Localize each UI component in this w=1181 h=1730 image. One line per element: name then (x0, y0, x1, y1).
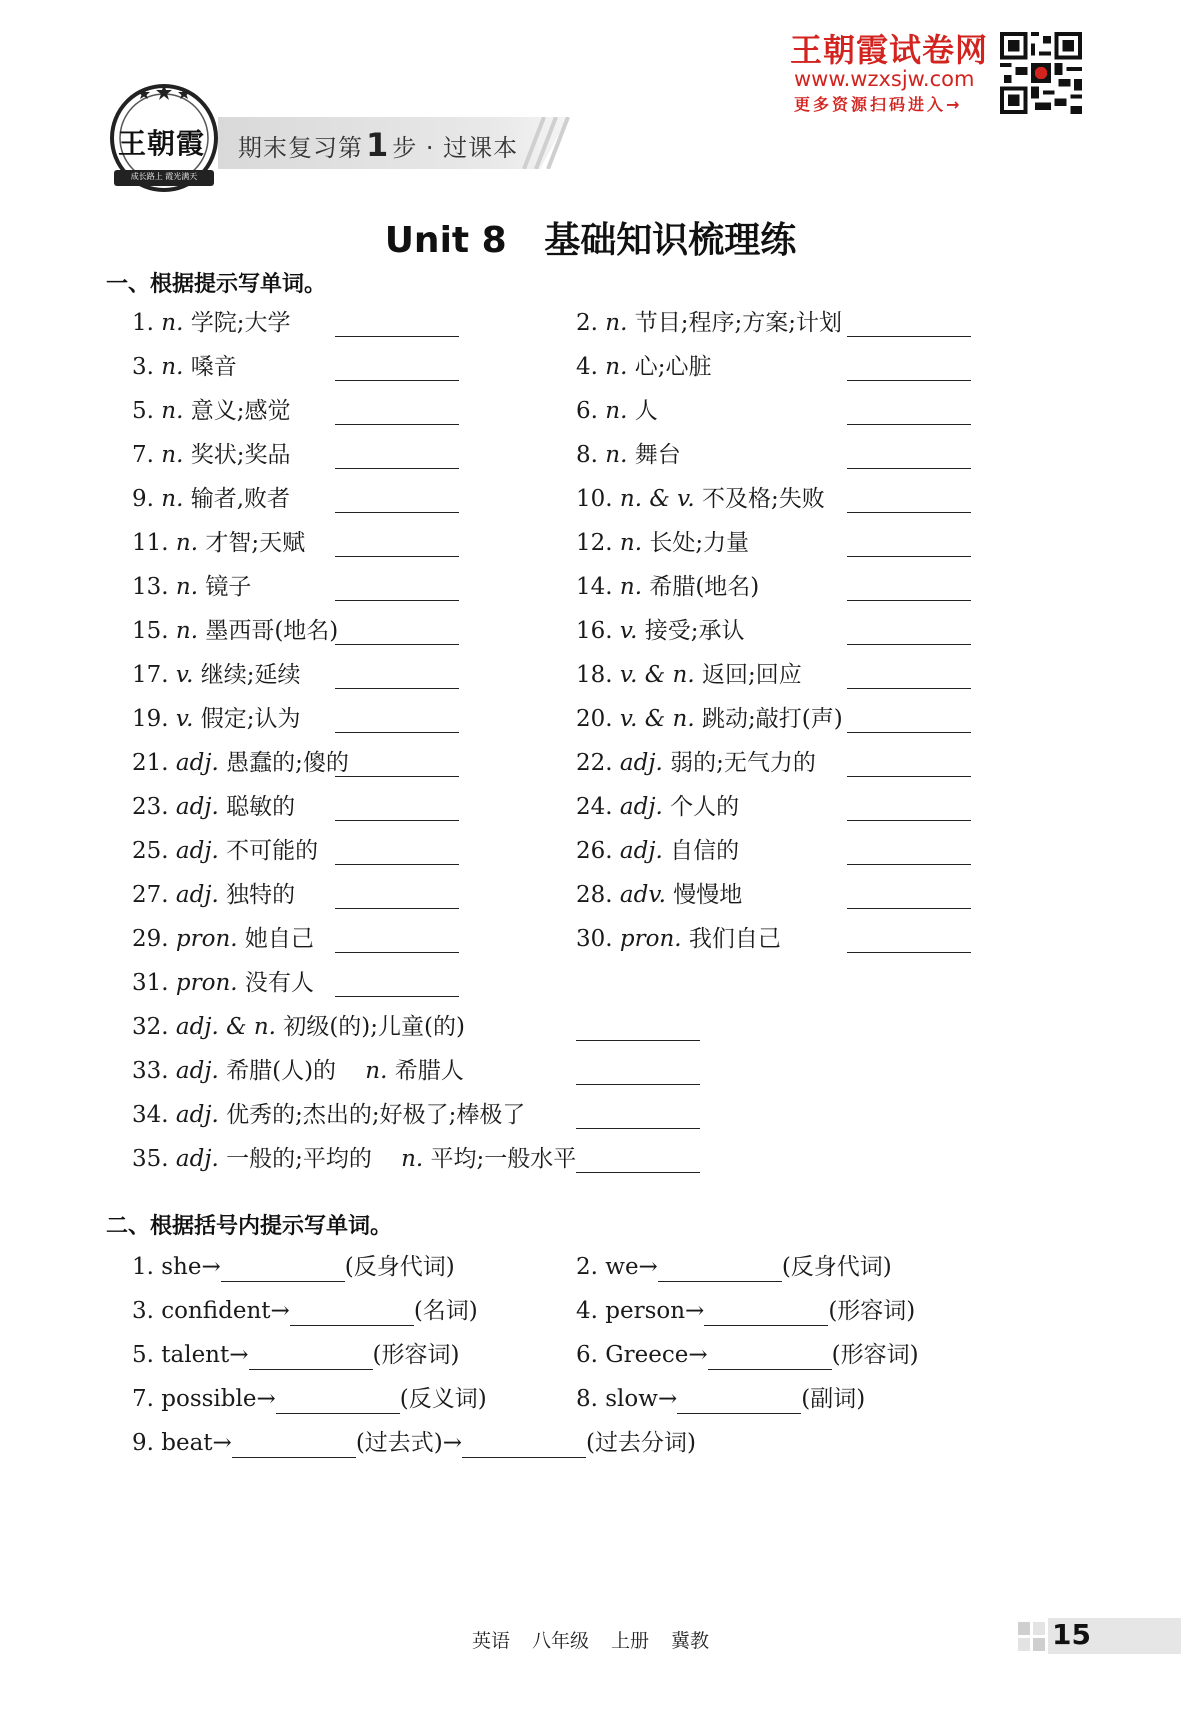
vocab-item-34 (132, 1100, 525, 1130)
item-number: 16. (576, 618, 613, 644)
page-corner-squares (1018, 1622, 1046, 1652)
answer-blank[interactable] (847, 354, 971, 381)
word-form-item-1 (132, 1252, 455, 1282)
item-hint: (反义词) (399, 1386, 487, 1412)
item-hint: 希腊(地名) (649, 574, 760, 600)
vocab-item-13 (132, 572, 251, 602)
item-pos: adj. (175, 838, 219, 864)
banner-stripes (510, 117, 580, 169)
vocab-item-7 (132, 440, 290, 470)
item-number: 14. (576, 574, 613, 600)
vocab-item-18 (576, 660, 802, 690)
item-number: 17. (132, 662, 169, 688)
item-hint: 心;心脏 (634, 354, 712, 380)
item-hint: 长处;力量 (649, 530, 750, 556)
answer-blank[interactable] (576, 1102, 700, 1129)
banner-prefix: 期末复习第 (238, 134, 363, 162)
item-hint: (形容词) (831, 1342, 919, 1368)
answer-blank[interactable] (290, 1299, 414, 1326)
item-hint: 才智;天赋 (205, 530, 306, 556)
vocab-item-31 (132, 968, 314, 998)
item-hint: 跳动;敲打(声) (702, 706, 843, 732)
item-number: 34. (132, 1102, 169, 1128)
vocab-item-15 (132, 616, 338, 646)
word-form-item-9 (132, 1428, 696, 1458)
answer-blank[interactable] (658, 1255, 782, 1282)
answer-blank[interactable] (335, 750, 459, 777)
answer-blank[interactable] (335, 882, 459, 909)
item-pos: adj. (175, 882, 219, 908)
item-number: 2. (576, 310, 598, 336)
qr-code-icon[interactable] (1000, 32, 1082, 114)
item-number: 22. (576, 750, 613, 776)
vocab-item-3 (132, 352, 237, 382)
item-hint: 接受;承认 (644, 618, 745, 644)
answer-blank[interactable] (847, 750, 971, 777)
item-pos: n. (365, 1058, 388, 1084)
brand-scan-prompt: 更多资源扫码进入→ (794, 95, 963, 114)
item-number: 32. (132, 1014, 169, 1040)
vocab-item-17 (132, 660, 301, 690)
item-number: 15. (132, 618, 169, 644)
vocab-item-24 (576, 792, 739, 822)
vocab-item-11 (132, 528, 305, 558)
item-number: 5. (132, 398, 154, 424)
item-number: 12. (576, 530, 613, 556)
word-form-item-2 (576, 1252, 892, 1282)
item-hint: 希腊(人)的 (226, 1058, 337, 1084)
item-hint: 初级(的);儿童(的) (283, 1014, 465, 1040)
vocab-item-16 (576, 616, 745, 646)
answer-blank[interactable] (335, 970, 459, 997)
item-number: 28. (576, 882, 613, 908)
item-pos: n. (605, 398, 628, 424)
answer-blank[interactable] (708, 1343, 832, 1370)
item-pos: pron. (175, 970, 238, 996)
item-hint: 不及格;失败 (702, 486, 825, 512)
vocab-item-22 (576, 748, 816, 778)
word-form-item-8 (576, 1384, 865, 1414)
item-number: 19. (132, 706, 169, 732)
item-hint: 希腊人 (394, 1058, 464, 1084)
word-form-item-4 (576, 1296, 915, 1326)
answer-blank[interactable] (576, 1146, 700, 1173)
vocab-item-33 (132, 1056, 464, 1086)
item-pos: adj. (175, 794, 219, 820)
item-pos: pron. (175, 926, 238, 952)
answer-blank[interactable] (847, 838, 971, 865)
item-number: 10. (576, 486, 613, 512)
vocab-item-10 (576, 484, 825, 514)
item-prompt: 6. Greece→ (576, 1342, 708, 1368)
vocab-item-29 (132, 924, 314, 954)
item-hint: 我们自己 (688, 926, 781, 952)
item-hint: 没有人 (244, 970, 314, 996)
answer-blank[interactable] (847, 926, 971, 953)
item-number: 23. (132, 794, 169, 820)
answer-blank[interactable] (462, 1431, 586, 1458)
answer-blank[interactable] (232, 1431, 356, 1458)
item-number: 20. (576, 706, 613, 732)
answer-blank[interactable] (335, 486, 459, 513)
answer-blank[interactable] (847, 398, 971, 425)
item-number: 1. (132, 310, 154, 336)
vocab-item-1 (132, 308, 290, 338)
vocab-item-35 (132, 1144, 576, 1174)
answer-blank[interactable] (847, 486, 971, 513)
vocab-item-28 (576, 880, 742, 910)
item-number: 25. (132, 838, 169, 864)
item-hint: 聪敏的 (226, 794, 296, 820)
item-prompt: 1. she→ (132, 1254, 221, 1280)
item-number: 33. (132, 1058, 169, 1084)
answer-blank[interactable] (335, 574, 459, 601)
vocab-item-2 (576, 308, 842, 338)
item-number: 35. (132, 1146, 169, 1172)
item-pos: v. & n. (619, 662, 695, 688)
answer-blank[interactable] (576, 1014, 700, 1041)
answer-blank[interactable] (335, 662, 459, 689)
item-number: 18. (576, 662, 613, 688)
vocab-item-32 (132, 1012, 465, 1042)
item-pos: adj. (175, 1102, 219, 1128)
item-pos: v. (619, 618, 638, 644)
item-pos: n. (605, 310, 628, 336)
footer-book-info: 英语 八年级 上册 冀教 (471, 1630, 710, 1652)
item-hint: 奖状;奖品 (190, 442, 291, 468)
item-number: 13. (132, 574, 169, 600)
answer-blank[interactable] (677, 1387, 801, 1414)
answer-blank[interactable] (335, 442, 459, 469)
vocab-item-30 (576, 924, 781, 954)
answer-blank[interactable] (847, 706, 971, 733)
item-pos: v. (175, 662, 194, 688)
page-title: Unit 8 基础知识梳理练 (384, 220, 797, 261)
item-hint: 学院;大学 (190, 310, 291, 336)
item-pos: adj. (175, 750, 219, 776)
item-hint: 个人的 (670, 794, 740, 820)
item-hint: 独特的 (226, 882, 296, 908)
item-pos: n. (605, 354, 628, 380)
item-pos: n. (161, 398, 184, 424)
item-number: 7. (132, 442, 154, 468)
item-hint: 弱的;无气力的 (670, 750, 816, 776)
item-pos: n. (161, 354, 184, 380)
item-hint: (形容词) (372, 1342, 460, 1368)
item-hint: 意义;感觉 (190, 398, 291, 424)
item-hint: 不可能的 (226, 838, 319, 864)
brand-url[interactable]: www.wzxsjw.com (794, 67, 975, 91)
item-pos: n. (161, 310, 184, 336)
item-hint: 返回;回应 (702, 662, 802, 688)
item-pos: adj. (175, 1058, 219, 1084)
item-number: 6. (576, 398, 598, 424)
item-pos: n. (175, 574, 199, 600)
item-pos: adj. & n. (175, 1014, 276, 1040)
item-hint: 输者,败者 (190, 486, 291, 512)
vocab-item-25 (132, 836, 318, 866)
answer-blank[interactable] (847, 442, 971, 469)
item-pos: adj. (175, 1146, 219, 1172)
vocab-item-19 (132, 704, 301, 734)
word-form-item-3 (132, 1296, 478, 1326)
answer-blank[interactable] (847, 618, 971, 645)
item-prompt: 8. slow→ (576, 1386, 678, 1412)
item-hint: (过去分词) (586, 1430, 696, 1456)
item-hint: (过去式)→ (355, 1430, 463, 1456)
page-number: 15 (1052, 1618, 1091, 1651)
answer-blank[interactable] (847, 574, 971, 601)
answer-blank[interactable] (847, 882, 971, 909)
item-pos: pron. (619, 926, 682, 952)
item-pos: n. (401, 1146, 424, 1172)
item-hint: 一般的;平均的 (226, 1146, 372, 1172)
answer-blank[interactable] (335, 354, 459, 381)
brand-logo-motto: 成长路上 霞光满天 (130, 172, 198, 181)
answer-blank[interactable] (335, 838, 459, 865)
vocab-item-8 (576, 440, 681, 470)
item-hint: 嗓音 (190, 354, 237, 380)
vocab-item-27 (132, 880, 295, 910)
item-number: 8. (576, 442, 598, 468)
answer-blank[interactable] (249, 1343, 373, 1370)
item-prompt: 3. confident→ (132, 1298, 290, 1324)
item-pos: adj. (619, 838, 663, 864)
answer-blank[interactable] (335, 310, 459, 337)
item-pos: n. & v. (619, 486, 695, 512)
item-hint: (反身代词) (781, 1254, 892, 1280)
item-prompt: 7. possible→ (132, 1386, 276, 1412)
item-hint: 平均;一般水平 (430, 1146, 577, 1172)
answer-blank[interactable] (847, 530, 971, 557)
item-number: 26. (576, 838, 613, 864)
vocab-item-12 (576, 528, 749, 558)
item-prompt: 5. talent→ (132, 1342, 249, 1368)
item-hint: (形容词) (828, 1298, 916, 1324)
item-number: 21. (132, 750, 169, 776)
brand-logo-name: 王朝霞 (118, 127, 206, 160)
answer-blank[interactable] (847, 662, 971, 689)
item-hint: 慢慢地 (673, 882, 743, 908)
vocab-item-14 (576, 572, 759, 602)
item-number: 31. (132, 970, 169, 996)
item-pos: adv. (619, 882, 666, 908)
item-pos: n. (161, 486, 184, 512)
item-prompt: 4. person→ (576, 1298, 705, 1324)
item-pos: n. (161, 442, 184, 468)
item-hint: 节目;程序;方案;计划 (634, 310, 842, 336)
item-hint: 舞台 (634, 442, 681, 468)
vocab-item-21 (132, 748, 349, 778)
item-pos: v. & n. (619, 706, 695, 732)
item-number: 4. (576, 354, 598, 380)
banner-suffix: 步 · 过课本 (392, 134, 519, 162)
item-number: 9. (132, 486, 154, 512)
item-hint: 继续;延续 (200, 662, 301, 688)
item-pos: adj. (619, 794, 663, 820)
word-form-item-6 (576, 1340, 919, 1370)
item-hint: 人 (634, 398, 658, 424)
answer-blank[interactable] (704, 1299, 828, 1326)
item-hint: 优秀的;杰出的;好极了;棒极了 (226, 1102, 526, 1128)
answer-blank[interactable] (335, 530, 459, 557)
vocab-item-5 (132, 396, 290, 426)
answer-blank[interactable] (335, 398, 459, 425)
item-hint: (反身代词) (344, 1254, 455, 1280)
item-hint: 假定;认为 (200, 706, 301, 732)
banner-step: 1 (366, 126, 390, 164)
answer-blank[interactable] (576, 1058, 700, 1085)
item-number: 3. (132, 354, 154, 380)
item-prompt: 9. beat→ (132, 1430, 232, 1456)
item-pos: n. (175, 618, 199, 644)
item-number: 30. (576, 926, 613, 952)
word-form-item-5 (132, 1340, 459, 1370)
item-pos: n. (619, 574, 643, 600)
item-prompt: 2. we→ (576, 1254, 658, 1280)
item-hint: (副词) (801, 1386, 866, 1412)
item-pos: v. (175, 706, 194, 732)
answer-blank[interactable] (276, 1387, 400, 1414)
item-number: 11. (132, 530, 169, 556)
answer-blank[interactable] (847, 794, 971, 821)
section-2-heading: 二、根据括号内提示写单词。 (106, 1214, 393, 1239)
item-pos: n. (175, 530, 199, 556)
item-pos: n. (619, 530, 643, 556)
item-pos: n. (605, 442, 628, 468)
item-number: 27. (132, 882, 169, 908)
vocab-item-23 (132, 792, 295, 822)
item-hint: 愚蠢的;傻的 (226, 750, 349, 776)
item-hint: (名词) (413, 1298, 478, 1324)
word-form-item-7 (132, 1384, 487, 1414)
answer-blank[interactable] (335, 794, 459, 821)
answer-blank[interactable] (335, 618, 459, 645)
item-pos: adj. (619, 750, 663, 776)
item-hint: 墨西哥(地名) (205, 618, 339, 644)
item-number: 24. (576, 794, 613, 820)
vocab-item-4 (576, 352, 711, 382)
answer-blank[interactable] (335, 926, 459, 953)
banner-title (238, 126, 518, 164)
vocab-item-20 (576, 704, 843, 734)
vocab-item-26 (576, 836, 739, 866)
answer-blank[interactable] (221, 1255, 345, 1282)
brand-site-title: 王朝霞试卷网 (790, 31, 989, 69)
vocab-item-6 (576, 396, 658, 426)
section-1-heading: 一、根据提示写单词。 (106, 272, 327, 297)
item-hint: 镜子 (205, 574, 252, 600)
item-hint: 她自己 (244, 926, 314, 952)
answer-blank[interactable] (335, 706, 459, 733)
answer-blank[interactable] (847, 310, 971, 337)
item-hint: 自信的 (670, 838, 740, 864)
vocab-item-9 (132, 484, 290, 514)
item-number: 29. (132, 926, 169, 952)
